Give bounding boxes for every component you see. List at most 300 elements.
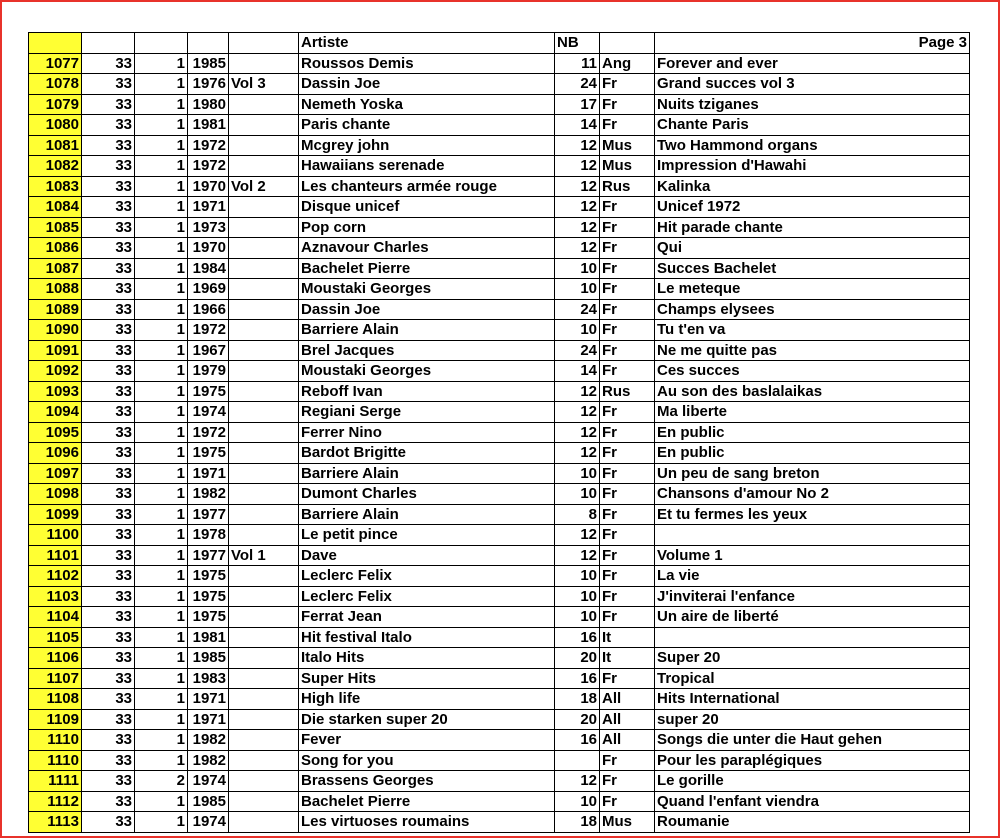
track-count-cell[interactable]: 12 [555, 176, 600, 197]
id-cell[interactable]: 1096 [29, 443, 82, 464]
track-count-cell[interactable] [555, 750, 600, 771]
track-count-cell[interactable]: 20 [555, 648, 600, 669]
language-cell[interactable]: Fr [600, 484, 655, 505]
title-cell[interactable]: Au son des baslalaikas [655, 381, 970, 402]
id-cell[interactable]: 1111 [29, 771, 82, 792]
volume-cell[interactable] [229, 94, 299, 115]
volume-cell[interactable] [229, 668, 299, 689]
track-count-cell[interactable]: 16 [555, 627, 600, 648]
speed-cell[interactable]: 33 [82, 258, 135, 279]
year-cell[interactable]: 1971 [188, 689, 229, 710]
volume-cell[interactable] [229, 53, 299, 74]
track-count-cell[interactable]: 18 [555, 689, 600, 710]
year-cell[interactable]: 1972 [188, 422, 229, 443]
volume-cell[interactable] [229, 197, 299, 218]
language-cell[interactable]: Fr [600, 443, 655, 464]
track-count-cell[interactable]: 14 [555, 115, 600, 136]
language-cell[interactable]: Fr [600, 791, 655, 812]
artist-cell[interactable]: Italo Hits [299, 648, 555, 669]
header-speed-cell[interactable] [82, 33, 135, 54]
track-count-cell[interactable]: 12 [555, 217, 600, 238]
track-count-cell[interactable]: 14 [555, 361, 600, 382]
language-cell[interactable]: Fr [600, 463, 655, 484]
artist-cell[interactable]: Dassin Joe [299, 74, 555, 95]
id-cell[interactable]: 1099 [29, 504, 82, 525]
header-page-cell[interactable]: Page 3 [655, 33, 970, 54]
id-cell[interactable]: 1110 [29, 730, 82, 751]
title-cell[interactable]: La vie [655, 566, 970, 587]
track-count-cell[interactable]: 12 [555, 422, 600, 443]
language-cell[interactable]: All [600, 709, 655, 730]
volume-cell[interactable] [229, 771, 299, 792]
disc-count-cell[interactable]: 1 [135, 340, 188, 361]
volume-cell[interactable] [229, 156, 299, 177]
volume-cell[interactable] [229, 648, 299, 669]
year-cell[interactable]: 1972 [188, 135, 229, 156]
language-cell[interactable]: Fr [600, 340, 655, 361]
title-cell[interactable]: Unicef 1972 [655, 197, 970, 218]
volume-cell[interactable] [229, 422, 299, 443]
track-count-cell[interactable]: 12 [555, 525, 600, 546]
id-cell[interactable]: 1105 [29, 627, 82, 648]
id-cell[interactable]: 1107 [29, 668, 82, 689]
artist-cell[interactable]: Brassens Georges [299, 771, 555, 792]
language-cell[interactable]: Ang [600, 53, 655, 74]
id-cell[interactable]: 1088 [29, 279, 82, 300]
track-count-cell[interactable]: 12 [555, 197, 600, 218]
artist-cell[interactable]: Nemeth Yoska [299, 94, 555, 115]
year-cell[interactable]: 1972 [188, 320, 229, 341]
disc-count-cell[interactable]: 1 [135, 586, 188, 607]
language-cell[interactable]: Fr [600, 525, 655, 546]
artist-cell[interactable]: Paris chante [299, 115, 555, 136]
artist-cell[interactable]: Bachelet Pierre [299, 258, 555, 279]
speed-cell[interactable]: 33 [82, 771, 135, 792]
id-cell[interactable]: 1085 [29, 217, 82, 238]
speed-cell[interactable]: 33 [82, 648, 135, 669]
title-cell[interactable]: Songs die unter die Haut gehen [655, 730, 970, 751]
year-cell[interactable]: 1981 [188, 115, 229, 136]
speed-cell[interactable]: 33 [82, 115, 135, 136]
disc-count-cell[interactable]: 1 [135, 689, 188, 710]
title-cell[interactable]: Chansons d'amour No 2 [655, 484, 970, 505]
speed-cell[interactable]: 33 [82, 689, 135, 710]
disc-count-cell[interactable]: 1 [135, 607, 188, 628]
language-cell[interactable]: Rus [600, 176, 655, 197]
disc-count-cell[interactable]: 1 [135, 115, 188, 136]
year-cell[interactable]: 1978 [188, 525, 229, 546]
track-count-cell[interactable]: 12 [555, 381, 600, 402]
year-cell[interactable]: 1985 [188, 53, 229, 74]
artist-cell[interactable]: Dassin Joe [299, 299, 555, 320]
artist-cell[interactable]: Le petit pince [299, 525, 555, 546]
volume-cell[interactable] [229, 402, 299, 423]
speed-cell[interactable]: 33 [82, 238, 135, 259]
artist-cell[interactable]: Bardot Brigitte [299, 443, 555, 464]
artist-cell[interactable]: Brel Jacques [299, 340, 555, 361]
track-count-cell[interactable]: 10 [555, 607, 600, 628]
disc-count-cell[interactable]: 1 [135, 668, 188, 689]
artist-cell[interactable]: Les chanteurs armée rouge [299, 176, 555, 197]
language-cell[interactable]: Fr [600, 299, 655, 320]
id-cell[interactable]: 1080 [29, 115, 82, 136]
artist-cell[interactable]: Regiani Serge [299, 402, 555, 423]
artist-cell[interactable]: Moustaki Georges [299, 279, 555, 300]
volume-cell[interactable] [229, 258, 299, 279]
language-cell[interactable]: Mus [600, 156, 655, 177]
title-cell[interactable]: Forever and ever [655, 53, 970, 74]
id-cell[interactable]: 1108 [29, 689, 82, 710]
speed-cell[interactable]: 33 [82, 381, 135, 402]
disc-count-cell[interactable]: 1 [135, 53, 188, 74]
artist-cell[interactable]: Les virtuoses roumains [299, 812, 555, 833]
header-id-cell[interactable] [29, 33, 82, 54]
id-cell[interactable]: 1103 [29, 586, 82, 607]
id-cell[interactable]: 1083 [29, 176, 82, 197]
artist-cell[interactable]: Fever [299, 730, 555, 751]
artist-cell[interactable]: Hit festival Italo [299, 627, 555, 648]
speed-cell[interactable]: 33 [82, 566, 135, 587]
year-cell[interactable]: 1985 [188, 648, 229, 669]
volume-cell[interactable] [229, 791, 299, 812]
track-count-cell[interactable]: 24 [555, 74, 600, 95]
year-cell[interactable]: 1974 [188, 402, 229, 423]
title-cell[interactable]: Tu t'en va [655, 320, 970, 341]
id-cell[interactable]: 1101 [29, 545, 82, 566]
title-cell[interactable]: J'inviterai l'enfance [655, 586, 970, 607]
language-cell[interactable]: Fr [600, 94, 655, 115]
id-cell[interactable]: 1081 [29, 135, 82, 156]
id-cell[interactable]: 1089 [29, 299, 82, 320]
artist-cell[interactable]: Bachelet Pierre [299, 791, 555, 812]
year-cell[interactable]: 1981 [188, 627, 229, 648]
id-cell[interactable]: 1087 [29, 258, 82, 279]
language-cell[interactable]: Mus [600, 135, 655, 156]
title-cell[interactable]: Tropical [655, 668, 970, 689]
speed-cell[interactable]: 33 [82, 709, 135, 730]
artist-cell[interactable]: Ferrat Jean [299, 607, 555, 628]
track-count-cell[interactable]: 11 [555, 53, 600, 74]
title-cell[interactable]: Roumanie [655, 812, 970, 833]
title-cell[interactable]: Et tu fermes les yeux [655, 504, 970, 525]
header-vol-cell[interactable] [229, 33, 299, 54]
year-cell[interactable]: 1985 [188, 791, 229, 812]
disc-count-cell[interactable]: 2 [135, 771, 188, 792]
track-count-cell[interactable]: 24 [555, 299, 600, 320]
language-cell[interactable]: Fr [600, 115, 655, 136]
disc-count-cell[interactable]: 1 [135, 422, 188, 443]
header-disc-cell[interactable] [135, 33, 188, 54]
track-count-cell[interactable]: 10 [555, 258, 600, 279]
disc-count-cell[interactable]: 1 [135, 484, 188, 505]
artist-cell[interactable]: Die starken super 20 [299, 709, 555, 730]
artist-cell[interactable]: Barriere Alain [299, 320, 555, 341]
title-cell[interactable]: Un aire de liberté [655, 607, 970, 628]
id-cell[interactable]: 1100 [29, 525, 82, 546]
language-cell[interactable]: Rus [600, 381, 655, 402]
disc-count-cell[interactable]: 1 [135, 381, 188, 402]
track-count-cell[interactable]: 10 [555, 320, 600, 341]
volume-cell[interactable] [229, 730, 299, 751]
id-cell[interactable]: 1090 [29, 320, 82, 341]
speed-cell[interactable]: 33 [82, 668, 135, 689]
id-cell[interactable]: 1094 [29, 402, 82, 423]
language-cell[interactable]: Mus [600, 812, 655, 833]
title-cell[interactable]: Nuits tziganes [655, 94, 970, 115]
artist-cell[interactable]: High life [299, 689, 555, 710]
year-cell[interactable]: 1975 [188, 607, 229, 628]
artist-cell[interactable]: Moustaki Georges [299, 361, 555, 382]
speed-cell[interactable]: 33 [82, 361, 135, 382]
year-cell[interactable]: 1983 [188, 668, 229, 689]
volume-cell[interactable] [229, 115, 299, 136]
title-cell[interactable]: Un peu de sang breton [655, 463, 970, 484]
speed-cell[interactable]: 33 [82, 484, 135, 505]
language-cell[interactable]: Fr [600, 771, 655, 792]
id-cell[interactable]: 1109 [29, 709, 82, 730]
title-cell[interactable]: Ma liberte [655, 402, 970, 423]
volume-cell[interactable] [229, 135, 299, 156]
title-cell[interactable]: Ces succes [655, 361, 970, 382]
language-cell[interactable]: All [600, 730, 655, 751]
track-count-cell[interactable]: 17 [555, 94, 600, 115]
artist-cell[interactable]: Song for you [299, 750, 555, 771]
year-cell[interactable]: 1972 [188, 156, 229, 177]
year-cell[interactable]: 1966 [188, 299, 229, 320]
title-cell[interactable]: Impression d'Hawahi [655, 156, 970, 177]
title-cell[interactable]: Quand l'enfant viendra [655, 791, 970, 812]
header-lang-cell[interactable] [600, 33, 655, 54]
disc-count-cell[interactable]: 1 [135, 361, 188, 382]
track-count-cell[interactable]: 12 [555, 771, 600, 792]
id-cell[interactable]: 1084 [29, 197, 82, 218]
id-cell[interactable]: 1113 [29, 812, 82, 833]
disc-count-cell[interactable]: 1 [135, 566, 188, 587]
header-year-cell[interactable] [188, 33, 229, 54]
id-cell[interactable]: 1106 [29, 648, 82, 669]
speed-cell[interactable]: 33 [82, 53, 135, 74]
language-cell[interactable]: It [600, 627, 655, 648]
id-cell[interactable]: 1086 [29, 238, 82, 259]
disc-count-cell[interactable]: 1 [135, 525, 188, 546]
speed-cell[interactable]: 33 [82, 299, 135, 320]
artist-cell[interactable]: Leclerc Felix [299, 586, 555, 607]
year-cell[interactable]: 1975 [188, 443, 229, 464]
language-cell[interactable]: Fr [600, 586, 655, 607]
id-cell[interactable]: 1078 [29, 74, 82, 95]
track-count-cell[interactable]: 12 [555, 545, 600, 566]
title-cell[interactable]: Super 20 [655, 648, 970, 669]
year-cell[interactable]: 1977 [188, 545, 229, 566]
year-cell[interactable]: 1976 [188, 74, 229, 95]
volume-cell[interactable]: Vol 1 [229, 545, 299, 566]
artist-cell[interactable]: Ferrer Nino [299, 422, 555, 443]
id-cell[interactable]: 1097 [29, 463, 82, 484]
artist-cell[interactable]: Hawaiians serenade [299, 156, 555, 177]
title-cell[interactable]: Qui [655, 238, 970, 259]
year-cell[interactable]: 1977 [188, 504, 229, 525]
speed-cell[interactable]: 33 [82, 320, 135, 341]
id-cell[interactable]: 1104 [29, 607, 82, 628]
id-cell[interactable]: 1082 [29, 156, 82, 177]
volume-cell[interactable] [229, 750, 299, 771]
disc-count-cell[interactable]: 1 [135, 648, 188, 669]
language-cell[interactable]: Fr [600, 402, 655, 423]
artist-cell[interactable]: Barriere Alain [299, 463, 555, 484]
language-cell[interactable]: Fr [600, 320, 655, 341]
speed-cell[interactable]: 33 [82, 217, 135, 238]
year-cell[interactable]: 1975 [188, 381, 229, 402]
speed-cell[interactable]: 33 [82, 156, 135, 177]
speed-cell[interactable]: 33 [82, 279, 135, 300]
speed-cell[interactable]: 33 [82, 504, 135, 525]
disc-count-cell[interactable]: 1 [135, 217, 188, 238]
volume-cell[interactable] [229, 320, 299, 341]
year-cell[interactable]: 1980 [188, 94, 229, 115]
disc-count-cell[interactable]: 1 [135, 709, 188, 730]
title-cell[interactable]: Le gorille [655, 771, 970, 792]
speed-cell[interactable]: 33 [82, 607, 135, 628]
disc-count-cell[interactable]: 1 [135, 299, 188, 320]
header-artist-cell[interactable]: Artiste [299, 33, 555, 54]
volume-cell[interactable] [229, 709, 299, 730]
language-cell[interactable]: Fr [600, 217, 655, 238]
track-count-cell[interactable]: 16 [555, 668, 600, 689]
speed-cell[interactable]: 33 [82, 135, 135, 156]
language-cell[interactable]: Fr [600, 750, 655, 771]
disc-count-cell[interactable]: 1 [135, 258, 188, 279]
track-count-cell[interactable]: 12 [555, 156, 600, 177]
speed-cell[interactable]: 33 [82, 340, 135, 361]
volume-cell[interactable]: Vol 3 [229, 74, 299, 95]
artist-cell[interactable]: Mcgrey john [299, 135, 555, 156]
artist-cell[interactable]: Barriere Alain [299, 504, 555, 525]
speed-cell[interactable]: 33 [82, 730, 135, 751]
artist-cell[interactable]: Leclerc Felix [299, 566, 555, 587]
track-count-cell[interactable]: 10 [555, 484, 600, 505]
artist-cell[interactable]: Dave [299, 545, 555, 566]
year-cell[interactable]: 1975 [188, 566, 229, 587]
speed-cell[interactable]: 33 [82, 791, 135, 812]
speed-cell[interactable]: 33 [82, 750, 135, 771]
disc-count-cell[interactable]: 1 [135, 320, 188, 341]
speed-cell[interactable]: 33 [82, 197, 135, 218]
speed-cell[interactable]: 33 [82, 627, 135, 648]
language-cell[interactable]: Fr [600, 74, 655, 95]
year-cell[interactable]: 1971 [188, 463, 229, 484]
speed-cell[interactable]: 33 [82, 812, 135, 833]
id-cell[interactable]: 1079 [29, 94, 82, 115]
language-cell[interactable]: Fr [600, 566, 655, 587]
disc-count-cell[interactable]: 1 [135, 238, 188, 259]
track-count-cell[interactable]: 12 [555, 238, 600, 259]
track-count-cell[interactable]: 12 [555, 135, 600, 156]
year-cell[interactable]: 1973 [188, 217, 229, 238]
speed-cell[interactable]: 33 [82, 463, 135, 484]
disc-count-cell[interactable]: 1 [135, 750, 188, 771]
speed-cell[interactable]: 33 [82, 94, 135, 115]
disc-count-cell[interactable]: 1 [135, 545, 188, 566]
disc-count-cell[interactable]: 1 [135, 402, 188, 423]
disc-count-cell[interactable]: 1 [135, 74, 188, 95]
year-cell[interactable]: 1967 [188, 340, 229, 361]
year-cell[interactable]: 1971 [188, 197, 229, 218]
volume-cell[interactable] [229, 689, 299, 710]
year-cell[interactable]: 1969 [188, 279, 229, 300]
volume-cell[interactable] [229, 361, 299, 382]
disc-count-cell[interactable]: 1 [135, 279, 188, 300]
volume-cell[interactable] [229, 279, 299, 300]
disc-count-cell[interactable]: 1 [135, 156, 188, 177]
year-cell[interactable]: 1984 [188, 258, 229, 279]
language-cell[interactable]: Fr [600, 197, 655, 218]
artist-cell[interactable]: Roussos Demis [299, 53, 555, 74]
track-count-cell[interactable]: 10 [555, 279, 600, 300]
speed-cell[interactable]: 33 [82, 422, 135, 443]
year-cell[interactable]: 1970 [188, 238, 229, 259]
language-cell[interactable]: Fr [600, 607, 655, 628]
track-count-cell[interactable]: 20 [555, 709, 600, 730]
id-cell[interactable]: 1112 [29, 791, 82, 812]
year-cell[interactable]: 1982 [188, 750, 229, 771]
year-cell[interactable]: 1979 [188, 361, 229, 382]
disc-count-cell[interactable]: 1 [135, 176, 188, 197]
artist-cell[interactable]: Disque unicef [299, 197, 555, 218]
title-cell[interactable]: Kalinka [655, 176, 970, 197]
language-cell[interactable]: Fr [600, 504, 655, 525]
track-count-cell[interactable]: 12 [555, 443, 600, 464]
volume-cell[interactable] [229, 504, 299, 525]
speed-cell[interactable]: 33 [82, 402, 135, 423]
volume-cell[interactable] [229, 484, 299, 505]
volume-cell[interactable]: Vol 2 [229, 176, 299, 197]
year-cell[interactable]: 1975 [188, 586, 229, 607]
disc-count-cell[interactable]: 1 [135, 463, 188, 484]
speed-cell[interactable]: 33 [82, 525, 135, 546]
volume-cell[interactable] [229, 627, 299, 648]
artist-cell[interactable]: Dumont Charles [299, 484, 555, 505]
id-cell[interactable]: 1102 [29, 566, 82, 587]
title-cell[interactable]: Volume 1 [655, 545, 970, 566]
disc-count-cell[interactable]: 1 [135, 197, 188, 218]
language-cell[interactable]: Fr [600, 668, 655, 689]
artist-cell[interactable]: Aznavour Charles [299, 238, 555, 259]
volume-cell[interactable] [229, 443, 299, 464]
artist-cell[interactable]: Pop corn [299, 217, 555, 238]
speed-cell[interactable]: 33 [82, 545, 135, 566]
title-cell[interactable] [655, 525, 970, 546]
volume-cell[interactable] [229, 299, 299, 320]
disc-count-cell[interactable]: 1 [135, 443, 188, 464]
speed-cell[interactable]: 33 [82, 176, 135, 197]
id-cell[interactable]: 1091 [29, 340, 82, 361]
year-cell[interactable]: 1971 [188, 709, 229, 730]
volume-cell[interactable] [229, 238, 299, 259]
track-count-cell[interactable]: 10 [555, 791, 600, 812]
disc-count-cell[interactable]: 1 [135, 730, 188, 751]
volume-cell[interactable] [229, 381, 299, 402]
id-cell[interactable]: 1092 [29, 361, 82, 382]
volume-cell[interactable] [229, 463, 299, 484]
volume-cell[interactable] [229, 525, 299, 546]
year-cell[interactable]: 1974 [188, 812, 229, 833]
title-cell[interactable]: En public [655, 443, 970, 464]
track-count-cell[interactable]: 10 [555, 566, 600, 587]
title-cell[interactable]: Chante Paris [655, 115, 970, 136]
speed-cell[interactable]: 33 [82, 74, 135, 95]
language-cell[interactable]: Fr [600, 238, 655, 259]
language-cell[interactable]: Fr [600, 545, 655, 566]
